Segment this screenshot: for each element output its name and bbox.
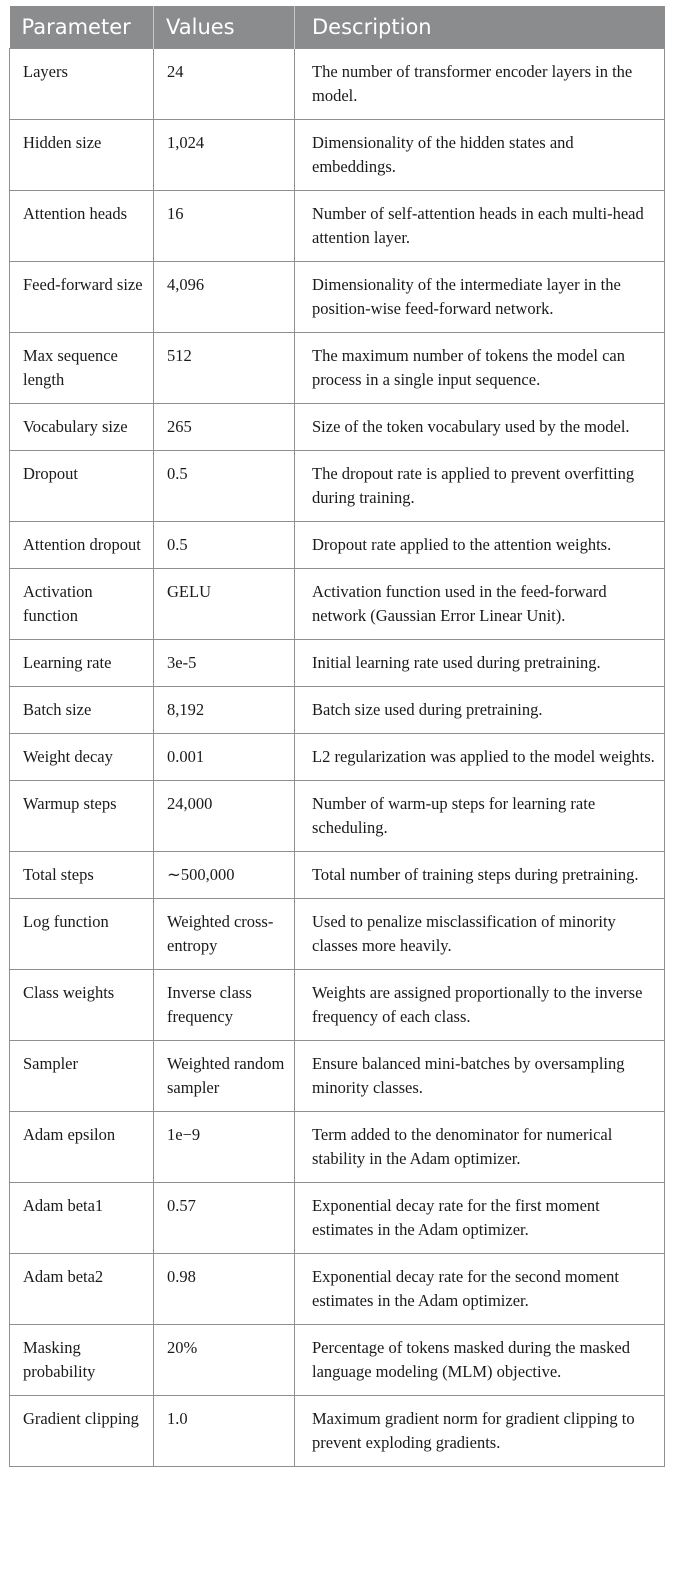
cell-description: Weights are assigned proportionally to the inverse frequency of each class. xyxy=(295,970,665,1041)
cell-parameter: Batch size xyxy=(10,687,154,734)
table-row xyxy=(10,1041,665,1112)
cell-parameter: Masking probability xyxy=(10,1325,154,1396)
cell-description: Exponential decay rate for the first moment estimates in the Adam optimizer. xyxy=(295,1183,665,1254)
table-row xyxy=(10,1112,665,1183)
cell-parameter: Sampler xyxy=(10,1041,154,1112)
cell-value: Weighted random sampler xyxy=(154,1041,295,1112)
cell-value: 20% xyxy=(154,1325,295,1396)
cell-value: 265 xyxy=(154,404,295,451)
cell-value: 0.001 xyxy=(154,734,295,781)
cell-value: 16 xyxy=(154,191,295,262)
cell-description: Total number of training steps during pretraining. xyxy=(295,852,665,899)
table-row xyxy=(10,404,665,451)
column-header-parameter: Parameter xyxy=(10,6,154,49)
table-row xyxy=(10,1325,665,1396)
cell-description: Number of warm-up steps for learning rate scheduling. xyxy=(295,781,665,852)
cell-parameter: Max sequence length xyxy=(10,333,154,404)
cell-value: ∼500,000 xyxy=(154,852,295,899)
cell-description: Ensure balanced mini-batches by oversampling minority classes. xyxy=(295,1041,665,1112)
cell-value: 24,000 xyxy=(154,781,295,852)
cell-description: Dropout rate applied to the attention weights. xyxy=(295,522,665,569)
cell-value: 8,192 xyxy=(154,687,295,734)
cell-parameter: Attention dropout xyxy=(10,522,154,569)
cell-description: Number of self-attention heads in each multi-head attention layer. xyxy=(295,191,665,262)
cell-value: 3e-5 xyxy=(154,640,295,687)
cell-value: GELU xyxy=(154,569,295,640)
table-row xyxy=(10,49,665,120)
table-row xyxy=(10,451,665,522)
cell-parameter: Gradient clipping xyxy=(10,1396,154,1467)
cell-parameter: Warmup steps xyxy=(10,781,154,852)
cell-description: The dropout rate is applied to prevent overfitting during training. xyxy=(295,451,665,522)
table-row xyxy=(10,569,665,640)
table-row xyxy=(10,734,665,781)
cell-parameter: Adam beta2 xyxy=(10,1254,154,1325)
cell-value: 0.57 xyxy=(154,1183,295,1254)
cell-value: 1,024 xyxy=(154,120,295,191)
column-header-description: Description xyxy=(295,6,665,49)
cell-parameter: Hidden size xyxy=(10,120,154,191)
cell-value: 1.0 xyxy=(154,1396,295,1467)
cell-value: 4,096 xyxy=(154,262,295,333)
table-row xyxy=(10,781,665,852)
cell-parameter: Dropout xyxy=(10,451,154,522)
cell-parameter: Feed-forward size xyxy=(10,262,154,333)
cell-description: Percentage of tokens masked during the masked language modeling (MLM) objective. xyxy=(295,1325,665,1396)
table-row xyxy=(10,899,665,970)
cell-parameter: Total steps xyxy=(10,852,154,899)
table-row xyxy=(10,852,665,899)
table-row xyxy=(10,262,665,333)
cell-description: Term added to the denominator for numerical stability in the Adam optimizer. xyxy=(295,1112,665,1183)
cell-parameter: Class weights xyxy=(10,970,154,1041)
table-row xyxy=(10,687,665,734)
header-row xyxy=(10,6,665,49)
cell-value: 1e−9 xyxy=(154,1112,295,1183)
parameter-table-container xyxy=(9,6,664,1467)
cell-parameter: Layers xyxy=(10,49,154,120)
table-row xyxy=(10,333,665,404)
cell-description: L2 regularization was applied to the model weights. xyxy=(295,734,665,781)
table-row xyxy=(10,640,665,687)
cell-value: 24 xyxy=(154,49,295,120)
table-row xyxy=(10,1183,665,1254)
table-row xyxy=(10,191,665,262)
cell-description: The maximum number of tokens the model can process in a single input sequence. xyxy=(295,333,665,404)
cell-value: 0.5 xyxy=(154,522,295,569)
table-row xyxy=(10,522,665,569)
cell-value: 512 xyxy=(154,333,295,404)
cell-parameter: Attention heads xyxy=(10,191,154,262)
cell-description: The number of transformer encoder layers in the model. xyxy=(295,49,665,120)
cell-description: Exponential decay rate for the second moment estimates in the Adam optimizer. xyxy=(295,1254,665,1325)
table-row xyxy=(10,120,665,191)
table-header xyxy=(10,6,665,49)
cell-parameter: Adam beta1 xyxy=(10,1183,154,1254)
cell-parameter: Adam epsilon xyxy=(10,1112,154,1183)
cell-value: 0.98 xyxy=(154,1254,295,1325)
cell-parameter: Weight decay xyxy=(10,734,154,781)
cell-value: Weighted cross-entropy xyxy=(154,899,295,970)
cell-description: Dimensionality of the hidden states and embeddings. xyxy=(295,120,665,191)
table-body xyxy=(10,49,665,1467)
cell-value: Inverse class frequency xyxy=(154,970,295,1041)
table-row xyxy=(10,970,665,1041)
cell-description: Dimensionality of the intermediate layer in the position-wise feed-forward network. xyxy=(295,262,665,333)
cell-description: Activation function used in the feed-forward network (Gaussian Error Linear Unit). xyxy=(295,569,665,640)
column-header-values: Values xyxy=(154,6,295,49)
cell-parameter: Activation function xyxy=(10,569,154,640)
cell-description: Used to penalize misclassification of minority classes more heavily. xyxy=(295,899,665,970)
cell-value: 0.5 xyxy=(154,451,295,522)
table-row xyxy=(10,1254,665,1325)
cell-description: Maximum gradient norm for gradient clipping to prevent exploding gradients. xyxy=(295,1396,665,1467)
cell-parameter: Vocabulary size xyxy=(10,404,154,451)
table-row xyxy=(10,1396,665,1467)
parameter-table xyxy=(9,6,665,1467)
cell-parameter: Learning rate xyxy=(10,640,154,687)
cell-parameter: Log function xyxy=(10,899,154,970)
cell-description: Initial learning rate used during pretraining. xyxy=(295,640,665,687)
cell-description: Size of the token vocabulary used by the model. xyxy=(295,404,665,451)
cell-description: Batch size used during pretraining. xyxy=(295,687,665,734)
